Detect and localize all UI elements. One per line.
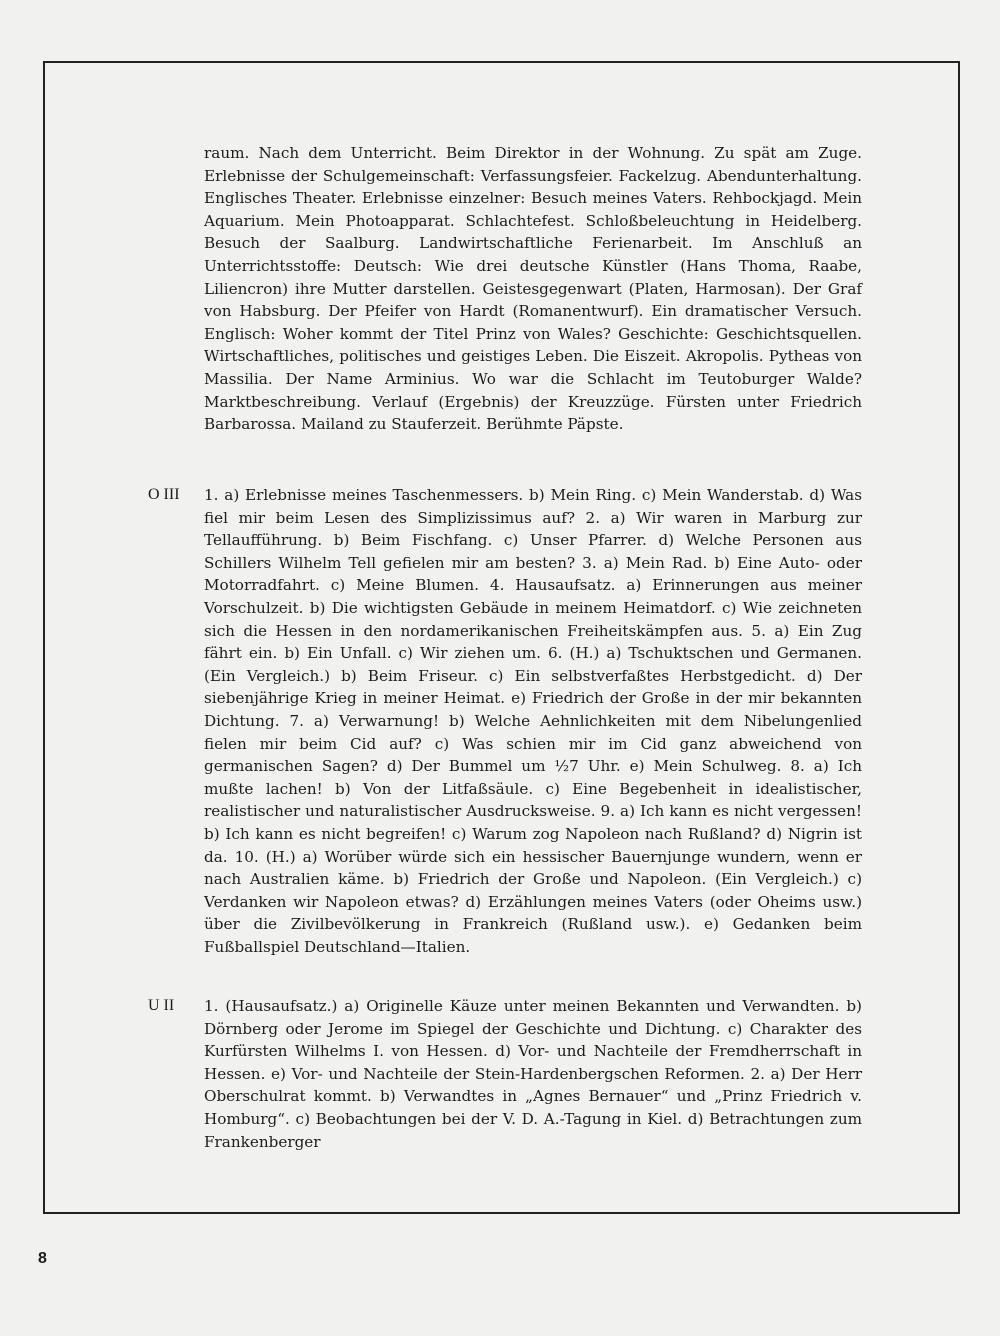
section-label: O III — [148, 486, 180, 503]
section-label: U II — [148, 997, 175, 1014]
section-u-ii — [148, 995, 862, 1153]
section-o-iii — [148, 484, 862, 958]
section-body: 1. a) Erlebnisse meines Taschenmessers. b) Mein Ring. c) Mein Wanderstab. d) Was fiel mir beim Lesen des Simplizissimus auf? 2. a) Wir waren in Marburg zur Tellaufführung. b) Beim Fischfang. c) Unser Pfarrer. d) Welche Personen aus Schillers Wilhelm Tell gefielen mir am besten? 3. a) Mein Rad. b) Eine Auto- oder Motorradfahrt. c) Meine Blumen. 4. Hausaufsatz. a) Erinnerungen aus meiner Vorschulzeit. b) Die wichtigsten Gebäude in meinem Heimatdorf. c) Wie zeichneten sich die Hessen in den nordamerikanischen Freiheitskämpfen aus. 5. a) Ein Zug fährt ein. b) Ein Unfall. c) Wir ziehen um. 6. (H.) a) Tschuktschen und Germanen. (Ein Vergleich.) b) Beim Friseur. c) Ein selbstverfaßtes Herbstgedicht. d) Der siebenjährige Krieg in meiner Heimat. e) Friedrich der Große in der mir bekannten Dichtung. 7. a) Verwarnung! b) Welche Aehnlichkeiten mit dem Nibelungenlied fielen mir beim Cid auf? c) Was schien mir im Cid ganz abweichend von germanischen Sagen? d) Der Bummel um ½7 Uhr. e) Mein Schulweg. 8. a) Ich mußte lachen! b) Von der Litfaßsäule. c) Eine Begebenheit in idealistischer, realistischer und naturalistischer Ausdrucksweise. 9. a) Ich kann es nicht vergessen! b) Ich kann es nicht begreifen! c) Warum zog Napoleon nach Rußland? d) Nigrin ist da. 10. (H.) a) Worüber würde sich ein hessischer Bauernjunge wundern, wenn er nach Australien käme. b) Friedrich der Große und Napoleon. (Ein Vergleich.) c) Verdanken wir Napoleon etwas? d) Erzählungen meines Vaters (oder Oheims usw.) über die Zivilbevölkerung in Frankreich (Rußland usw.). e) Gedanken beim Fußballspiel Deutschland—Italien. — [204, 486, 862, 956]
section-body: 1. (Hausaufsatz.) a) Originelle Käuze unter meinen Bekannten und Verwandten. b) Dörnberg oder Jerome im Spiegel der Geschichte und Dichtung. c) Charakter des Kurfürsten Wilhelms I. von Hessen. d) Vor- und Nachteile der Fremdherrschaft in Hessen. e) Vor- und Nachteile der Stein-Hardenbergschen Reformen. 2. a) Der Herr Oberschulrat kommt. b) Verwandtes in „Agnes Bernauer“ und „Prinz Friedrich v. Homburg“. c) Beobachtungen bei der V. D. A.-Tagung in Kiel. d) Betrachtungen zum Frankenberger — [204, 997, 862, 1151]
page-number: 8 — [38, 1250, 47, 1267]
intro-paragraph: raum. Nach dem Unterricht. Beim Direktor in der Wohnung. Zu spät am Zuge. Erlebnisse der Schulgemeinschaft: Verfassungsfeier. Fackelzug. Abendunterhaltung. Englisches Theater. Erlebnisse einzelner: Besuch meines Vaters. Rehbockjagd. Mein Aquarium. Mein Photoapparat. Schlachtefest. Schloßbeleuchtung in Heidelberg. Besuch der Saalburg. Landwirtschaftliche Ferienarbeit. Im Anschluß an Unterrichtsstoffe: Deutsch: Wie drei deutsche Künstler (Hans Thoma, Raabe, Liliencron) ihre Mutter darstellen. Geistesgegenwart (Platen, Harmosan). Der Graf von Habsburg. Der Pfeifer von Hardt (Romanentwurf). Ein dramatischer Versuch. Englisch: Woher kommt der Titel Prinz von Wales? Geschichte: Geschichtsquellen. Wirtschaftliches, politisches und geistiges Leben. Die Eiszeit. Akropolis. Pytheas von Massilia. Der Name Arminius. Wo war die Schlacht im Teutoburger Walde? Marktbeschreibung. Verlauf (Ergebnis) der Kreuzzüge. Fürsten unter Friedrich Barbarossa. Mailand zu Stauferzeit. Berühmte Päpste. — [204, 144, 862, 434]
